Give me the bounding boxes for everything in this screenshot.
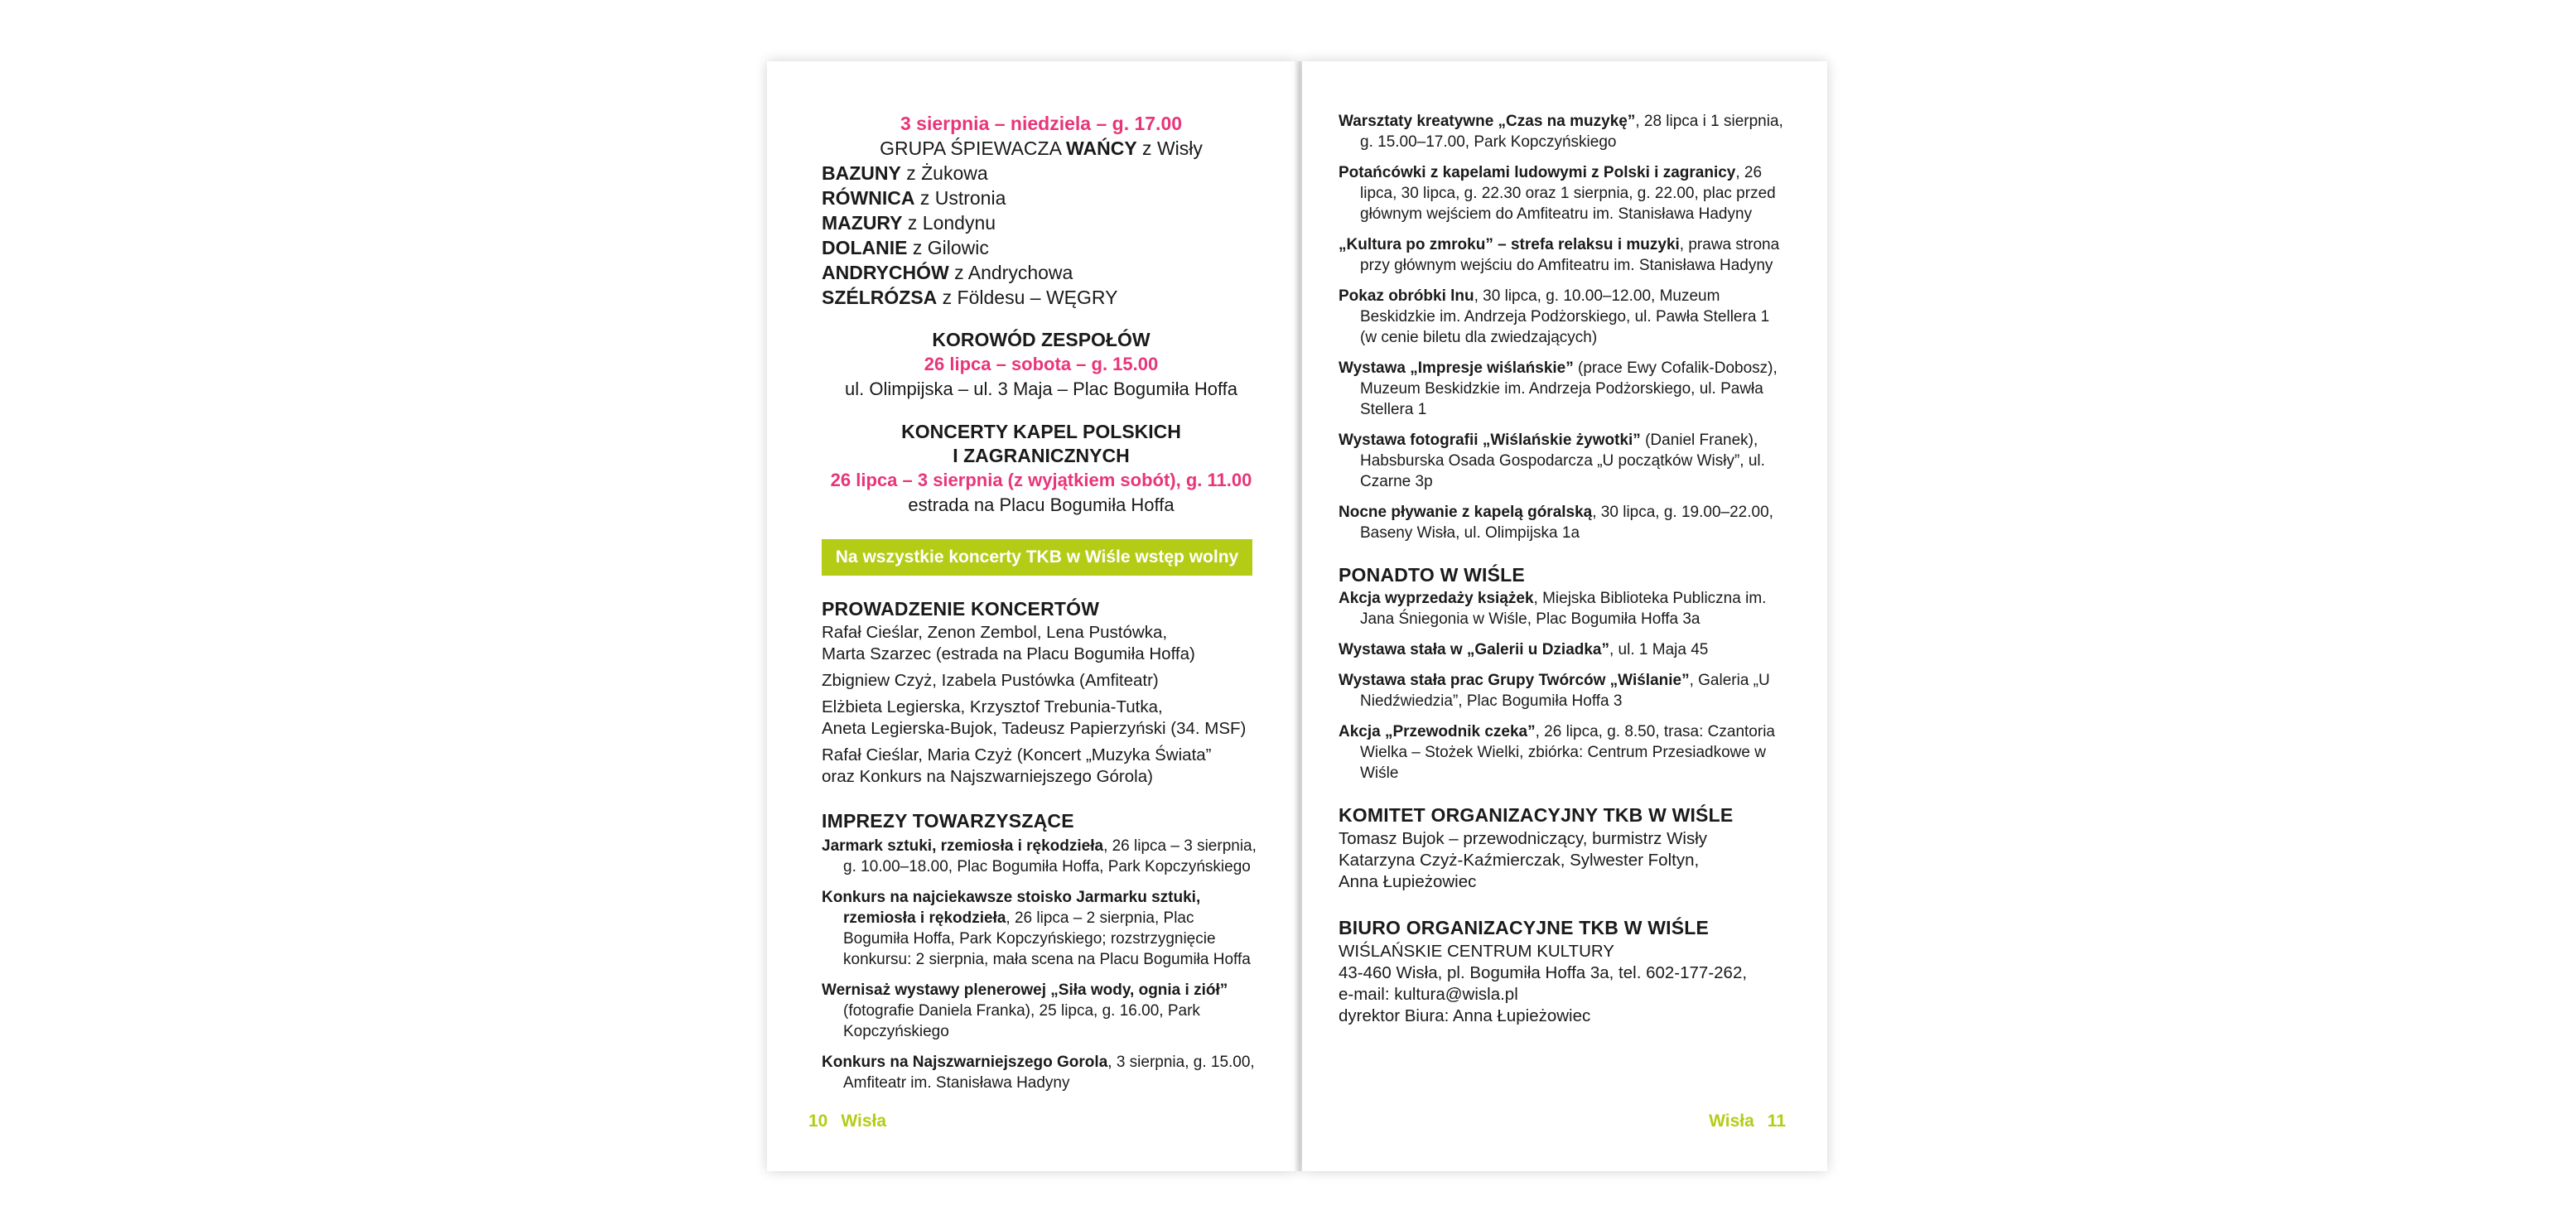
event-details: , 26 lipca, 30 lipca, g. 22.30 oraz 1 sierpnia, g. 22.00, plac przed głównym wejściem do Amfiteatru im. Stanisława Hadyny [1360, 164, 1776, 223]
ensemble-name: BAZUNY [822, 162, 901, 184]
ensemble-name: ANDRYCHÓW [822, 262, 949, 283]
event-title: Wystawa fotografii „Wiślańskie żywotki” [1339, 432, 1641, 449]
koncerty-date: 26 lipca – 3 sierpnia (z wyjątkiem sobót), g. 11.00 [830, 470, 1252, 490]
ensemble-origin: z Wisły [1136, 137, 1203, 159]
host-line: oraz Konkurs na Najszwarniejszego Górola) [822, 767, 1153, 786]
korowod-title: KOROWÓD ZESPOŁÓW [932, 329, 1151, 350]
event-title: Konkurs na Najszwarniejszego Gorola [822, 1054, 1108, 1071]
event-details: , Galeria „U Niedźwiedzia”, Plac Bogumiła Hoffa 3 [1360, 672, 1770, 710]
event-item [1339, 111, 1786, 152]
biuro-section [1339, 916, 1786, 1027]
event-details: , 28 lipca i 1 sierpnia, g. 15.00–17.00, Park Kopczyńskiego [1360, 113, 1783, 151]
page-number: 10 [808, 1112, 828, 1131]
left-page-content [822, 111, 1261, 1093]
event-item [1339, 162, 1786, 224]
ensemble-name: DOLANIE [822, 237, 908, 258]
event-item [1339, 670, 1786, 711]
booklet-spread [767, 61, 1827, 1171]
event-details: , 30 lipca, g. 10.00–12.00, Muzeum Beskidzkie im. Andrzeja Podżorskiego, ul. Pawła Stellera 1 (w cenie biletu dla zwiedzających) [1360, 287, 1770, 346]
host-line: Marta Szarzec (estrada na Placu Bogumiła Hoffa) [822, 644, 1195, 663]
event-title: Nocne pływanie z kapelą góralską [1339, 504, 1593, 521]
koncerty-block [822, 420, 1261, 518]
page-number: 11 [1767, 1112, 1786, 1131]
event-title: Akcja „Przewodnik czeka” [1339, 723, 1536, 740]
event-item [1339, 721, 1786, 784]
ensemble-name: SZÉLRÓZSA [822, 287, 938, 308]
event-details: (prace Ewy Cofalik-Dobosz), Muzeum Beskidzkie im. Andrzeja Podżorskiego, ul. Pawła Stellera 1 [1360, 359, 1778, 418]
event-title: Wystawa stała w „Galerii u Dziadka” [1339, 641, 1609, 658]
imprezy-heading: IMPREZY TOWARZYSZĄCE [822, 810, 1074, 832]
events-list [1339, 111, 1786, 543]
left-page [767, 61, 1297, 1171]
event-details: , prawa strona przy głównym wejściu do Amfiteatru im. Stanisława Hadyny [1360, 236, 1780, 274]
event-details: , Miejska Biblioteka Publiczna im. Jana Śniegonia w Wiśle, Plac Bogumiła Hoffa 3a [1360, 590, 1767, 628]
right-page [1302, 61, 1827, 1171]
event-details: , 30 lipca, g. 19.00–22.00, Baseny Wisła, ul. Olimpijska 1a [1360, 504, 1773, 542]
ensemble-line [822, 186, 1261, 210]
komitet-section [1339, 803, 1786, 893]
korowod-date: 26 lipca – sobota – g. 15.00 [924, 354, 1159, 374]
imprezy-section [822, 809, 1261, 1093]
biuro-body [1339, 941, 1786, 1027]
ensemble-line [822, 136, 1261, 161]
komitet-body [1339, 828, 1786, 893]
right-page-footer [1702, 1112, 1792, 1131]
left-page-footer [802, 1112, 893, 1131]
host-paragraph [822, 670, 1261, 692]
prowadzenie-heading: PROWADZENIE KONCERTÓW [822, 598, 1100, 620]
biuro-heading: BIURO ORGANIZACYJNE TKB W WIŚLE [1339, 917, 1710, 938]
ensemble-origin: z Földesu – WĘGRY [937, 287, 1118, 308]
host-line: Aneta Legierska-Bujok, Tadeusz Papierzyński (34. MSF) [822, 719, 1247, 738]
korowod-place: ul. Olimpijska – ul. 3 Maja – Plac Bogumiła Hoffa [844, 379, 1238, 399]
ensemble-origin: z Andrychowa [948, 262, 1073, 283]
event-details: , 26 lipca – 2 sierpnia, Plac Bogumiła Hoffa, Park Kopczyńskiego; rozstrzygnięcie konkursu: 2 sierpnia, mała scena na Placu Bogumiła Hoffa [843, 909, 1251, 968]
ensemble-origin: z Gilowic [907, 237, 989, 258]
host-paragraph [822, 697, 1261, 740]
ensembles-date: 3 sierpnia – niedziela – g. 17.00 [900, 113, 1183, 134]
event-details: (Daniel Franek), Habsburska Osada Gospodarcza „U początków Wisły”, ul. Czarne 3p [1360, 432, 1765, 490]
biuro-line: 43-460 Wisła, pl. Bogumiła Hoffa 3a, tel. 602-177-262, [1339, 963, 1748, 982]
event-title: Wernisaż wystawy plenerowej „Siła wody, ognia i ziół” [822, 981, 1228, 999]
event-item [1339, 430, 1786, 492]
koncerty-place: estrada na Placu Bogumiła Hoffa [908, 494, 1175, 515]
prowadzenie-section [822, 597, 1261, 788]
event-title: Jarmark sztuki, rzemiosła i rękodzieła [822, 837, 1104, 855]
event-item [822, 887, 1261, 970]
ensemble-line [822, 260, 1261, 285]
koncerty-title-2: I ZAGRANICZNYCH [953, 445, 1130, 466]
event-item [822, 980, 1261, 1042]
komitet-line: Katarzyna Czyż-Kaźmierczak, Sylwester Foltyn, [1339, 851, 1700, 870]
footer-label: Wisła [1709, 1112, 1754, 1131]
host-paragraph [822, 745, 1261, 788]
komitet-line: Anna Łupieżowiec [1339, 872, 1477, 891]
event-title: Pokaz obróbki lnu [1339, 287, 1474, 305]
event-title: Wystawa „Impresje wiślańskie” [1339, 359, 1574, 377]
ponadto-heading: PONADTO W WIŚLE [1339, 564, 1525, 586]
ensemble-origin: z Żukowa [900, 162, 988, 184]
event-item [1339, 286, 1786, 348]
ensemble-line [822, 210, 1261, 235]
event-title: Wystawa stała prac Grupy Twórców „Wiślanie” [1339, 672, 1690, 689]
event-item [1339, 588, 1786, 629]
biuro-email: e-mail: kultura@wisla.pl [1339, 985, 1518, 1004]
biuro-line: dyrektor Biura: Anna Łupieżowiec [1339, 1006, 1591, 1025]
koncerty-title-1: KONCERTY KAPEL POLSKICH [901, 421, 1181, 442]
ponadto-section [1339, 563, 1786, 784]
komitet-heading: KOMITET ORGANIZACYJNY TKB W WIŚLE [1339, 804, 1734, 826]
host-line: Zbigniew Czyż, Izabela Pustówka (Amfiteatr) [822, 671, 1159, 690]
event-details: , 3 sierpnia, g. 15.00, Amfiteatr im. Stanisława Hadyny [843, 1054, 1255, 1092]
ensemble-line [822, 161, 1261, 186]
event-title: „Kultura po zmroku” – strefa relaksu i muzyki [1339, 236, 1680, 253]
host-paragraph [822, 622, 1261, 665]
event-title: Warsztaty kreatywne „Czas na muzykę” [1339, 113, 1636, 130]
ensemble-name: RÓWNICA [822, 187, 915, 209]
footer-label: Wisła [841, 1112, 887, 1131]
ensemble-name: WAŃCY [1066, 137, 1137, 159]
event-details: , 26 lipca – 3 sierpnia, g. 10.00–18.00, Plac Bogumiła Hoffa, Park Kopczyńskiego [843, 837, 1257, 875]
event-details: (fotografie Daniela Franka), 25 lipca, g. 16.00, Park Kopczyńskiego [843, 1002, 1200, 1040]
event-item [822, 836, 1261, 877]
ensemble-origin: z Ustronia [914, 187, 1006, 209]
event-item [1339, 234, 1786, 276]
event-item [1339, 502, 1786, 543]
ensemble-line [822, 285, 1261, 310]
biuro-line: WIŚLAŃSKIE CENTRUM KULTURY [1339, 942, 1614, 961]
event-item [1339, 639, 1786, 660]
event-title: Konkurs na najciekawsze stoisko Jarmarku sztuki, rzemiosła i rękodzieła [822, 889, 1201, 927]
ensemble-prefix: GRUPA ŚPIEWACZA [880, 137, 1067, 159]
host-line: Rafał Cieślar, Zenon Zembol, Lena Pustówka, [822, 623, 1168, 642]
event-item [1339, 358, 1786, 420]
event-title: Potańcówki z kapelami ludowymi z Polski i zagranicy [1339, 164, 1736, 181]
event-item [822, 1052, 1261, 1093]
komitet-line: Tomasz Bujok – przewodniczący, burmistrz Wisły [1339, 829, 1708, 848]
ensembles-block [822, 111, 1261, 310]
ensemble-origin: z Londynu [902, 212, 996, 234]
event-title: Akcja wyprzedaży książek [1339, 590, 1534, 607]
ensemble-line [822, 235, 1261, 260]
korowod-block [822, 328, 1261, 402]
host-line: Elżbieta Legierska, Krzysztof Trebunia-Tutka, [822, 697, 1163, 716]
right-page-content [1339, 111, 1786, 1027]
event-details: , ul. 1 Maja 45 [1609, 641, 1709, 658]
event-details: , 26 lipca, g. 8.50, trasa: Czantoria Wielka – Stożek Wielki, zbiórka: Centrum Przesiadkowe w Wiśle [1360, 723, 1775, 782]
ensemble-name: MAZURY [822, 212, 903, 234]
host-line: Rafał Cieślar, Maria Czyż (Koncert „Muzyka Świata” [822, 745, 1212, 764]
free-entry-banner: Na wszystkie koncerty TKB w Wiśle wstęp wolny [822, 539, 1252, 576]
